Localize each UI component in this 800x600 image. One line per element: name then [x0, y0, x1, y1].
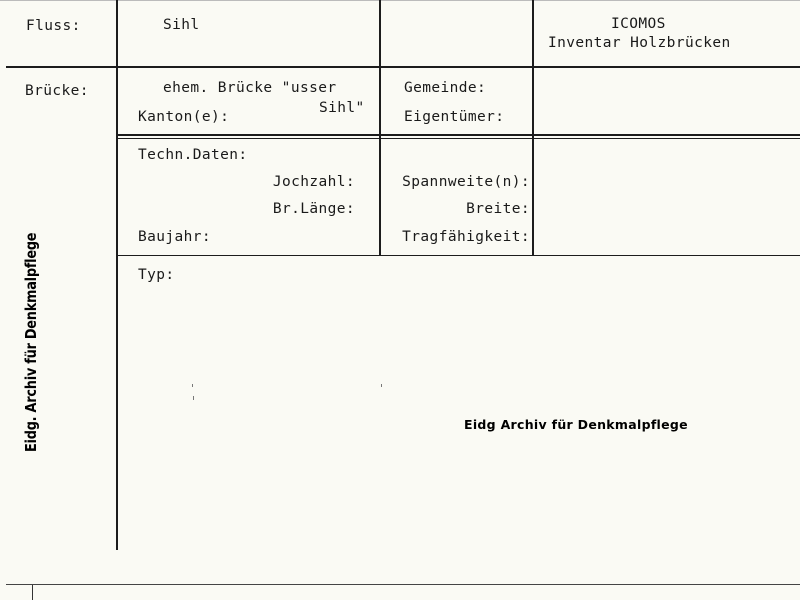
- tragfaehigkeit-label: Tragfähigkeit:: [402, 229, 530, 245]
- eigentuemer-label: Eigentümer:: [404, 109, 505, 125]
- bridge-divider-double: [116, 138, 800, 139]
- archive-stamp-vertical: Eidg. Archiv für Denkmalpflege: [22, 232, 40, 452]
- br-laenge-label: Br.Länge:: [272, 201, 355, 217]
- scan-speck: [381, 384, 382, 387]
- bottom-rule: [6, 584, 800, 585]
- gemeinde-label: Gemeinde:: [404, 80, 487, 96]
- spannweite-label: Spannweite(n):: [402, 174, 530, 190]
- scan-speck: [192, 384, 193, 387]
- scan-speck: [193, 396, 194, 400]
- right-column-rule: [532, 0, 534, 256]
- top-rule: [0, 0, 800, 1]
- bruecke-label: Brücke:: [25, 83, 89, 99]
- bottom-tick: [32, 585, 33, 600]
- archive-stamp-horizontal: Eidg Archiv für Denkmalpflege: [464, 417, 688, 432]
- breite-label: Breite:: [466, 201, 530, 217]
- bruecke-value-line1: ehem. Brücke "usser: [163, 80, 337, 96]
- label-column-rule: [116, 0, 118, 550]
- techn-daten-label: Techn.Daten:: [138, 147, 248, 163]
- fluss-value: Sihl: [163, 17, 200, 33]
- kanton-label: Kanton(e):: [138, 109, 230, 125]
- typ-label: Typ:: [138, 267, 175, 283]
- bridge-divider: [116, 134, 800, 136]
- jochzahl-label: Jochzahl:: [272, 174, 355, 190]
- inventory-title: ICOMOS: [611, 16, 666, 32]
- header-divider: [6, 66, 800, 68]
- inventory-subtitle: Inventar Holzbrücken: [548, 35, 731, 51]
- techdata-divider: [116, 255, 800, 256]
- fluss-label: Fluss:: [26, 18, 81, 34]
- middle-column-rule: [379, 0, 381, 256]
- bruecke-value-line2: Sihl": [319, 100, 365, 116]
- baujahr-label: Baujahr:: [138, 229, 212, 245]
